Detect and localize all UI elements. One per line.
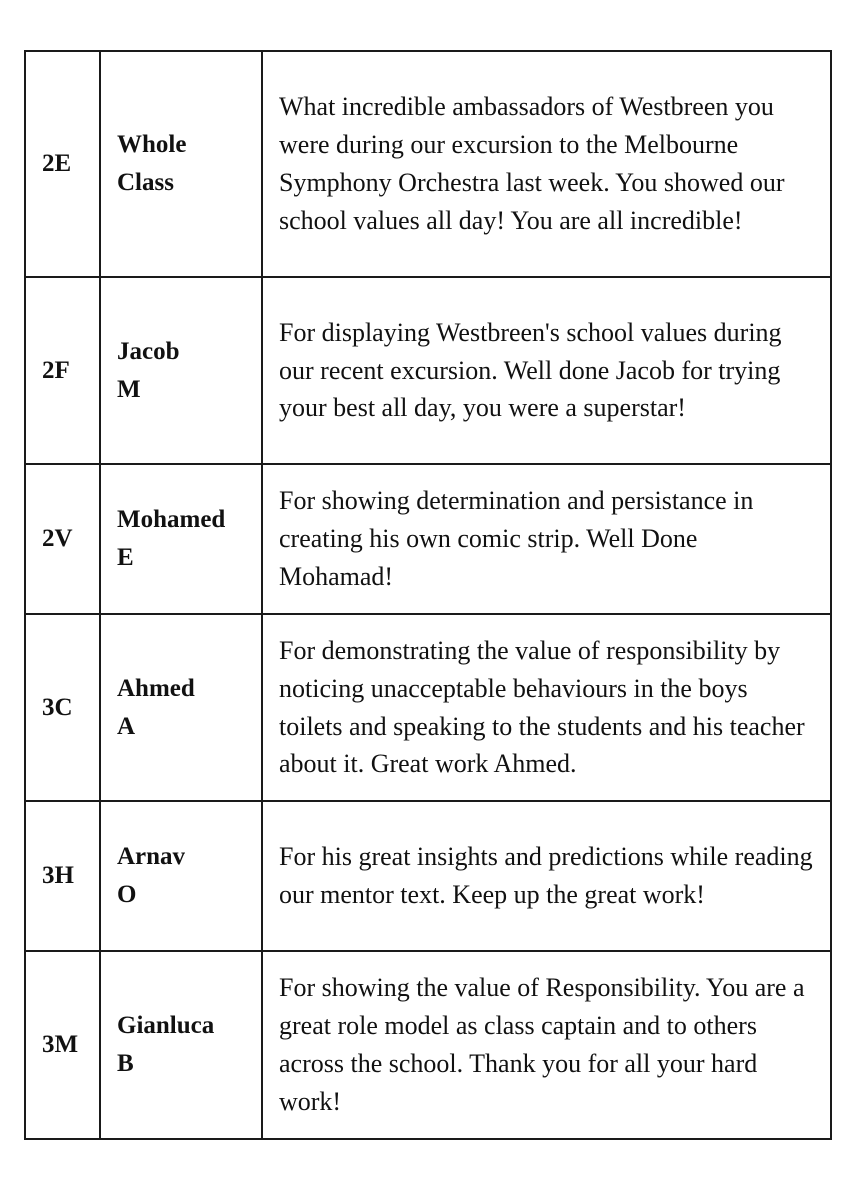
student-name-line: A: [117, 712, 136, 740]
student-name: [100, 614, 262, 801]
student-name-line: Arnav: [117, 843, 186, 870]
class-code: 3C: [25, 614, 100, 801]
class-code: 3M: [25, 951, 100, 1139]
student-name-line: Gianluca: [117, 1012, 215, 1039]
student-name-line: E: [117, 544, 134, 571]
student-name: [100, 801, 262, 951]
award-message: For showing the value of Responsibility. You are a great role model as class captain and to others across the school. Thank you for all your hard work!: [262, 951, 831, 1139]
award-message: What incredible ambassadors of Westbreen you were during our excursion to the Melbourne Symphony Orchestra last week. You showed our school values all day! You are all incredible!: [262, 51, 831, 277]
award-row: [25, 614, 831, 801]
award-message: For his great insights and predictions while reading our mentor text. Keep up the great work!: [262, 801, 831, 951]
student-name-line: Mohamed: [117, 506, 226, 533]
award-message: For displaying Westbreen's school values during our recent excursion. Well done Jacob for trying your best all day, you were a superstar!: [262, 277, 831, 464]
student-name: [100, 951, 262, 1139]
awards-table: [24, 50, 832, 1140]
award-message: For demonstrating the value of responsibility by noticing unacceptable behaviours in the boys toilets and speaking to the students and his teacher about it. Great work Ahmed.: [262, 614, 831, 801]
student-name-line: Class: [117, 169, 174, 196]
student-name: [100, 51, 262, 277]
student-name-line: B: [117, 1050, 134, 1077]
award-row: [25, 801, 831, 951]
class-code: 3H: [25, 801, 100, 951]
class-code: 2V: [25, 464, 100, 614]
award-row: [25, 464, 831, 614]
award-message: For showing determination and persistance in creating his own comic strip. Well Done Mohamad!: [262, 464, 831, 614]
award-row: [25, 51, 831, 277]
class-code: 2F: [25, 277, 100, 464]
student-name-line: O: [117, 881, 137, 908]
student-name-line: Whole: [117, 131, 187, 158]
student-name-line: Jacob: [117, 337, 180, 365]
student-name: [100, 277, 262, 464]
award-row: [25, 277, 831, 464]
award-row: [25, 951, 831, 1139]
student-name: [100, 464, 262, 614]
student-name-line: M: [117, 375, 141, 403]
class-code: 2E: [25, 51, 100, 277]
student-name-line: Ahmed: [117, 674, 195, 702]
